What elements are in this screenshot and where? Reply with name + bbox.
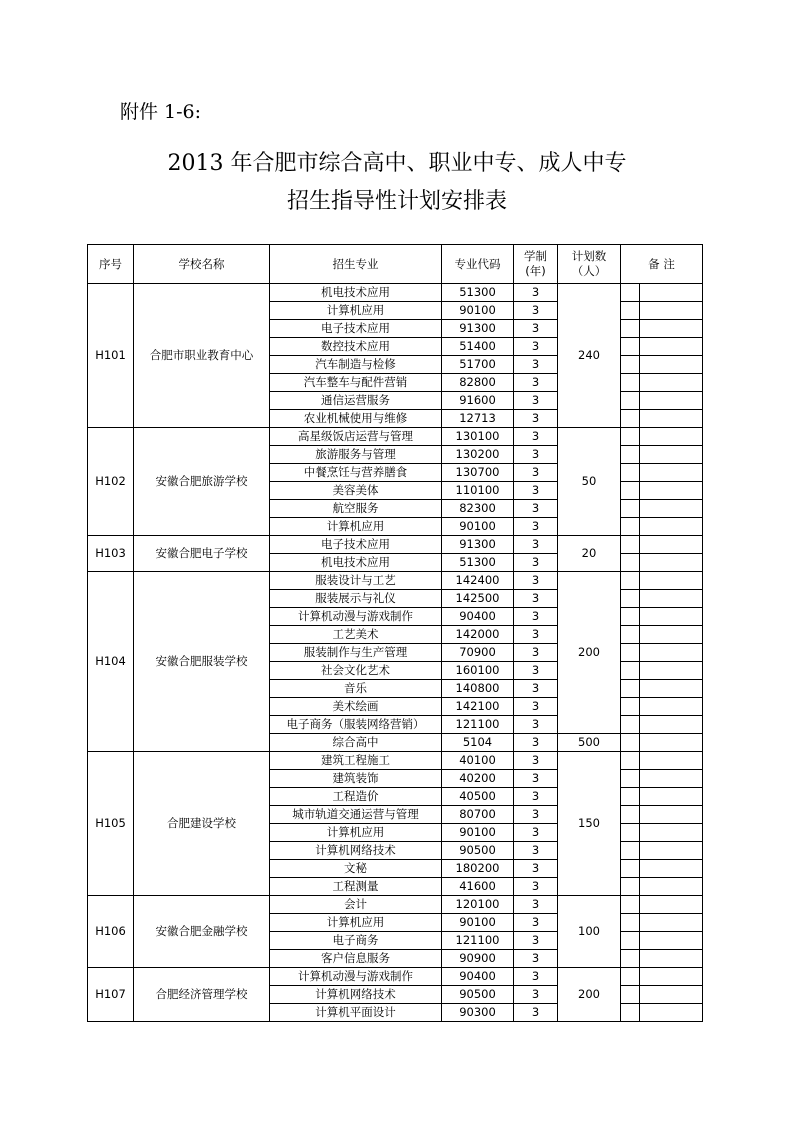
years-cell: 3 — [514, 788, 558, 806]
remark-cell-b — [640, 860, 703, 878]
remark-cell-b — [640, 392, 703, 410]
quota-cell: 50 — [558, 428, 621, 536]
table-row — [88, 752, 703, 770]
years-cell: 3 — [514, 554, 558, 572]
remark-cell-b — [640, 446, 703, 464]
school-name-cell: 安徽合肥电子学校 — [134, 536, 270, 572]
major-name-cell: 服装设计与工艺 — [270, 572, 442, 590]
years-cell: 3 — [514, 896, 558, 914]
remark-cell-b — [640, 806, 703, 824]
remark-cell-a — [621, 950, 640, 968]
years-cell: 3 — [514, 950, 558, 968]
major-name-cell: 社会文化艺术 — [270, 662, 442, 680]
remark-cell-a — [621, 770, 640, 788]
major-code-cell: 12713 — [442, 410, 514, 428]
remark-cell-b — [640, 284, 703, 302]
major-code-cell: 51300 — [442, 554, 514, 572]
remark-cell-b — [640, 824, 703, 842]
remark-cell-a — [621, 410, 640, 428]
school-id-cell: H104 — [88, 572, 134, 752]
years-cell: 3 — [514, 824, 558, 842]
remark-cell-a — [621, 482, 640, 500]
remark-cell-b — [640, 356, 703, 374]
remark-cell-a — [621, 428, 640, 446]
remark-cell-b — [640, 626, 703, 644]
page-title-line2: 招生指导性计划安排表 — [286, 189, 507, 214]
remark-cell-b — [640, 536, 703, 554]
major-code-cell: 40200 — [442, 770, 514, 788]
major-name-cell: 电子技术应用 — [270, 320, 442, 338]
years-cell: 3 — [514, 806, 558, 824]
major-code-cell: 130700 — [442, 464, 514, 482]
table-row — [88, 896, 703, 914]
remark-cell-a — [621, 374, 640, 392]
remark-cell-b — [640, 1004, 703, 1022]
school-id-cell: H103 — [88, 536, 134, 572]
school-name-cell: 合肥市职业教育中心 — [134, 284, 270, 428]
table-row — [88, 428, 703, 446]
remark-cell-a — [621, 536, 640, 554]
major-name-cell: 美术绘画 — [270, 698, 442, 716]
major-name-cell: 服装展示与礼仪 — [270, 590, 442, 608]
major-name-cell: 计算机平面设计 — [270, 1004, 442, 1022]
major-name-cell: 文秘 — [270, 860, 442, 878]
page-title-line1: 2013 年合肥市综合高中、职业中专、成人中专 — [167, 151, 627, 176]
remark-cell-b — [640, 374, 703, 392]
major-code-cell: 90100 — [442, 914, 514, 932]
major-name-cell: 音乐 — [270, 680, 442, 698]
header-quota-line2: （人） — [571, 264, 607, 278]
major-name-cell: 电子技术应用 — [270, 536, 442, 554]
remark-cell-a — [621, 824, 640, 842]
years-cell: 3 — [514, 320, 558, 338]
major-name-cell: 计算机应用 — [270, 518, 442, 536]
remark-cell-b — [640, 500, 703, 518]
quota-cell: 20 — [558, 536, 621, 572]
remark-cell-b — [640, 752, 703, 770]
major-name-cell: 机电技术应用 — [270, 284, 442, 302]
table-row — [88, 572, 703, 590]
major-name-cell: 计算机动漫与游戏制作 — [270, 968, 442, 986]
major-name-cell: 工程测量 — [270, 878, 442, 896]
remark-cell-a — [621, 716, 640, 734]
remark-cell-b — [640, 644, 703, 662]
years-cell: 3 — [514, 680, 558, 698]
remark-cell-b — [640, 590, 703, 608]
years-cell: 3 — [514, 986, 558, 1004]
remark-cell-b — [640, 572, 703, 590]
major-code-cell: 90400 — [442, 608, 514, 626]
remark-cell-b — [640, 608, 703, 626]
school-id-cell: H107 — [88, 968, 134, 1022]
years-cell: 3 — [514, 572, 558, 590]
remark-cell-a — [621, 878, 640, 896]
major-code-cell: 41600 — [442, 878, 514, 896]
remark-cell-b — [640, 338, 703, 356]
remark-cell-a — [621, 320, 640, 338]
major-name-cell: 计算机网络技术 — [270, 842, 442, 860]
major-code-cell: 91300 — [442, 536, 514, 554]
years-cell: 3 — [514, 536, 558, 554]
header-quota-line1: 计划数 — [571, 249, 607, 263]
remark-cell-a — [621, 518, 640, 536]
major-code-cell: 51700 — [442, 356, 514, 374]
remark-cell-a — [621, 626, 640, 644]
attachment-label: 附件 1-6: — [120, 101, 202, 123]
quota-cell: 150 — [558, 752, 621, 896]
remark-cell-b — [640, 302, 703, 320]
major-code-cell: 142100 — [442, 698, 514, 716]
major-name-cell: 计算机网络技术 — [270, 986, 442, 1004]
remark-cell-b — [640, 932, 703, 950]
remark-cell-a — [621, 572, 640, 590]
remark-cell-a — [621, 446, 640, 464]
major-name-cell: 中餐烹饪与营养膳食 — [270, 464, 442, 482]
remark-cell-b — [640, 320, 703, 338]
major-code-cell: 90400 — [442, 968, 514, 986]
major-code-cell: 121100 — [442, 932, 514, 950]
major-name-cell: 城市轨道交通运营与管理 — [270, 806, 442, 824]
remark-cell-b — [640, 950, 703, 968]
remark-cell-a — [621, 680, 640, 698]
major-name-cell: 汽车制造与检修 — [270, 356, 442, 374]
major-name-cell: 农业机械使用与维修 — [270, 410, 442, 428]
header-years-line2: (年) — [525, 264, 546, 278]
years-cell: 3 — [514, 500, 558, 518]
major-name-cell: 建筑工程施工 — [270, 752, 442, 770]
remark-cell-b — [640, 428, 703, 446]
years-cell: 3 — [514, 878, 558, 896]
remark-cell-b — [640, 482, 703, 500]
major-code-cell: 82300 — [442, 500, 514, 518]
school-id-cell: H102 — [88, 428, 134, 536]
header-code: 专业代码 — [442, 245, 514, 284]
remark-cell-a — [621, 896, 640, 914]
major-code-cell: 90100 — [442, 302, 514, 320]
major-code-cell: 70900 — [442, 644, 514, 662]
remark-cell-a — [621, 590, 640, 608]
quota-cell: 240 — [558, 284, 621, 428]
years-cell: 3 — [514, 482, 558, 500]
remark-cell-b — [640, 410, 703, 428]
major-code-cell: 80700 — [442, 806, 514, 824]
major-name-cell: 计算机应用 — [270, 824, 442, 842]
remark-cell-b — [640, 680, 703, 698]
school-name-cell: 安徽合肥服装学校 — [134, 572, 270, 752]
remark-cell-a — [621, 554, 640, 572]
quota-cell: 200 — [558, 572, 621, 734]
remark-cell-a — [621, 734, 640, 752]
quota-cell: 500 — [558, 734, 621, 752]
remark-cell-b — [640, 770, 703, 788]
major-name-cell: 高星级饭店运营与管理 — [270, 428, 442, 446]
table-row — [88, 284, 703, 302]
major-name-cell: 计算机应用 — [270, 914, 442, 932]
major-code-cell: 40500 — [442, 788, 514, 806]
header-years — [514, 245, 558, 284]
years-cell: 3 — [514, 608, 558, 626]
major-name-cell: 通信运营服务 — [270, 392, 442, 410]
years-cell: 3 — [514, 662, 558, 680]
enrollment-plan-table — [87, 244, 703, 1022]
major-name-cell: 计算机动漫与游戏制作 — [270, 608, 442, 626]
years-cell: 3 — [514, 356, 558, 374]
years-cell: 3 — [514, 644, 558, 662]
remark-cell-a — [621, 932, 640, 950]
major-code-cell: 140800 — [442, 680, 514, 698]
major-name-cell: 客户信息服务 — [270, 950, 442, 968]
major-name-cell: 工程造价 — [270, 788, 442, 806]
years-cell: 3 — [514, 752, 558, 770]
years-cell: 3 — [514, 374, 558, 392]
remark-cell-b — [640, 734, 703, 752]
major-code-cell: 5104 — [442, 734, 514, 752]
major-code-cell: 130200 — [442, 446, 514, 464]
major-name-cell: 航空服务 — [270, 500, 442, 518]
school-id-cell: H101 — [88, 284, 134, 428]
remark-cell-a — [621, 392, 640, 410]
years-cell: 3 — [514, 842, 558, 860]
remark-cell-a — [621, 1004, 640, 1022]
major-code-cell: 51400 — [442, 338, 514, 356]
major-code-cell: 110100 — [442, 482, 514, 500]
remark-cell-a — [621, 500, 640, 518]
remark-cell-a — [621, 608, 640, 626]
major-code-cell: 90300 — [442, 1004, 514, 1022]
remark-cell-a — [621, 464, 640, 482]
major-code-cell: 160100 — [442, 662, 514, 680]
major-name-cell: 数控技术应用 — [270, 338, 442, 356]
header-seq: 序号 — [88, 245, 134, 284]
years-cell: 3 — [514, 860, 558, 878]
major-name-cell: 建筑装饰 — [270, 770, 442, 788]
remark-cell-a — [621, 968, 640, 986]
remark-cell-b — [640, 842, 703, 860]
remark-cell-a — [621, 842, 640, 860]
school-name-cell: 合肥经济管理学校 — [134, 968, 270, 1022]
remark-cell-b — [640, 914, 703, 932]
remark-cell-b — [640, 518, 703, 536]
remark-cell-b — [640, 716, 703, 734]
major-code-cell: 91600 — [442, 392, 514, 410]
remark-cell-a — [621, 788, 640, 806]
header-school: 学校名称 — [134, 245, 270, 284]
years-cell: 3 — [514, 734, 558, 752]
major-code-cell: 121100 — [442, 716, 514, 734]
years-cell: 3 — [514, 590, 558, 608]
major-code-cell: 90100 — [442, 824, 514, 842]
remark-cell-a — [621, 356, 640, 374]
major-name-cell: 美容美体 — [270, 482, 442, 500]
major-code-cell: 90900 — [442, 950, 514, 968]
school-id-cell: H106 — [88, 896, 134, 968]
major-name-cell: 电子商务 — [270, 932, 442, 950]
major-code-cell: 90100 — [442, 518, 514, 536]
years-cell: 3 — [514, 914, 558, 932]
years-cell: 3 — [514, 464, 558, 482]
remark-cell-a — [621, 662, 640, 680]
major-code-cell: 90500 — [442, 986, 514, 1004]
table-row — [88, 536, 703, 554]
major-code-cell: 90500 — [442, 842, 514, 860]
major-name-cell: 汽车整车与配件营销 — [270, 374, 442, 392]
major-code-cell: 51300 — [442, 284, 514, 302]
remark-cell-b — [640, 986, 703, 1004]
remark-cell-a — [621, 752, 640, 770]
remark-cell-b — [640, 878, 703, 896]
major-name-cell: 综合高中 — [270, 734, 442, 752]
remark-cell-a — [621, 302, 640, 320]
years-cell: 3 — [514, 968, 558, 986]
table-header-row — [88, 245, 703, 284]
remark-cell-b — [640, 464, 703, 482]
years-cell: 3 — [514, 698, 558, 716]
remark-cell-b — [640, 698, 703, 716]
remark-cell-b — [640, 662, 703, 680]
remark-cell-a — [621, 338, 640, 356]
header-remark: 备 注 — [621, 245, 703, 284]
years-cell: 3 — [514, 518, 558, 536]
years-cell: 3 — [514, 932, 558, 950]
school-name-cell: 安徽合肥旅游学校 — [134, 428, 270, 536]
quota-cell: 200 — [558, 968, 621, 1022]
major-code-cell: 120100 — [442, 896, 514, 914]
years-cell: 3 — [514, 1004, 558, 1022]
remark-cell-b — [640, 788, 703, 806]
remark-cell-a — [621, 914, 640, 932]
years-cell: 3 — [514, 770, 558, 788]
header-quota — [558, 245, 621, 284]
years-cell: 3 — [514, 716, 558, 734]
major-name-cell: 会计 — [270, 896, 442, 914]
major-code-cell: 142000 — [442, 626, 514, 644]
major-name-cell: 旅游服务与管理 — [270, 446, 442, 464]
major-code-cell: 40100 — [442, 752, 514, 770]
major-code-cell: 130100 — [442, 428, 514, 446]
major-code-cell: 142500 — [442, 590, 514, 608]
header-major: 招生专业 — [270, 245, 442, 284]
table-body — [88, 284, 703, 1022]
years-cell: 3 — [514, 302, 558, 320]
remark-cell-a — [621, 860, 640, 878]
header-years-line1: 学制 — [524, 249, 547, 263]
major-name-cell: 计算机应用 — [270, 302, 442, 320]
years-cell: 3 — [514, 338, 558, 356]
remark-cell-b — [640, 896, 703, 914]
quota-cell: 100 — [558, 896, 621, 968]
years-cell: 3 — [514, 446, 558, 464]
major-code-cell: 91300 — [442, 320, 514, 338]
remark-cell-a — [621, 986, 640, 1004]
major-name-cell: 机电技术应用 — [270, 554, 442, 572]
major-code-cell: 180200 — [442, 860, 514, 878]
major-name-cell: 工艺美术 — [270, 626, 442, 644]
remark-cell-a — [621, 644, 640, 662]
remark-cell-a — [621, 284, 640, 302]
remark-cell-a — [621, 806, 640, 824]
years-cell: 3 — [514, 284, 558, 302]
remark-cell-b — [640, 968, 703, 986]
school-id-cell: H105 — [88, 752, 134, 896]
major-code-cell: 142400 — [442, 572, 514, 590]
years-cell: 3 — [514, 410, 558, 428]
table-row — [88, 968, 703, 986]
years-cell: 3 — [514, 392, 558, 410]
years-cell: 3 — [514, 626, 558, 644]
major-name-cell: 服装制作与生产管理 — [270, 644, 442, 662]
school-name-cell: 安徽合肥金融学校 — [134, 896, 270, 968]
remark-cell-a — [621, 698, 640, 716]
years-cell: 3 — [514, 428, 558, 446]
major-code-cell: 82800 — [442, 374, 514, 392]
school-name-cell: 合肥建设学校 — [134, 752, 270, 896]
major-name-cell: 电子商务（服装网络营销） — [270, 716, 442, 734]
remark-cell-b — [640, 554, 703, 572]
